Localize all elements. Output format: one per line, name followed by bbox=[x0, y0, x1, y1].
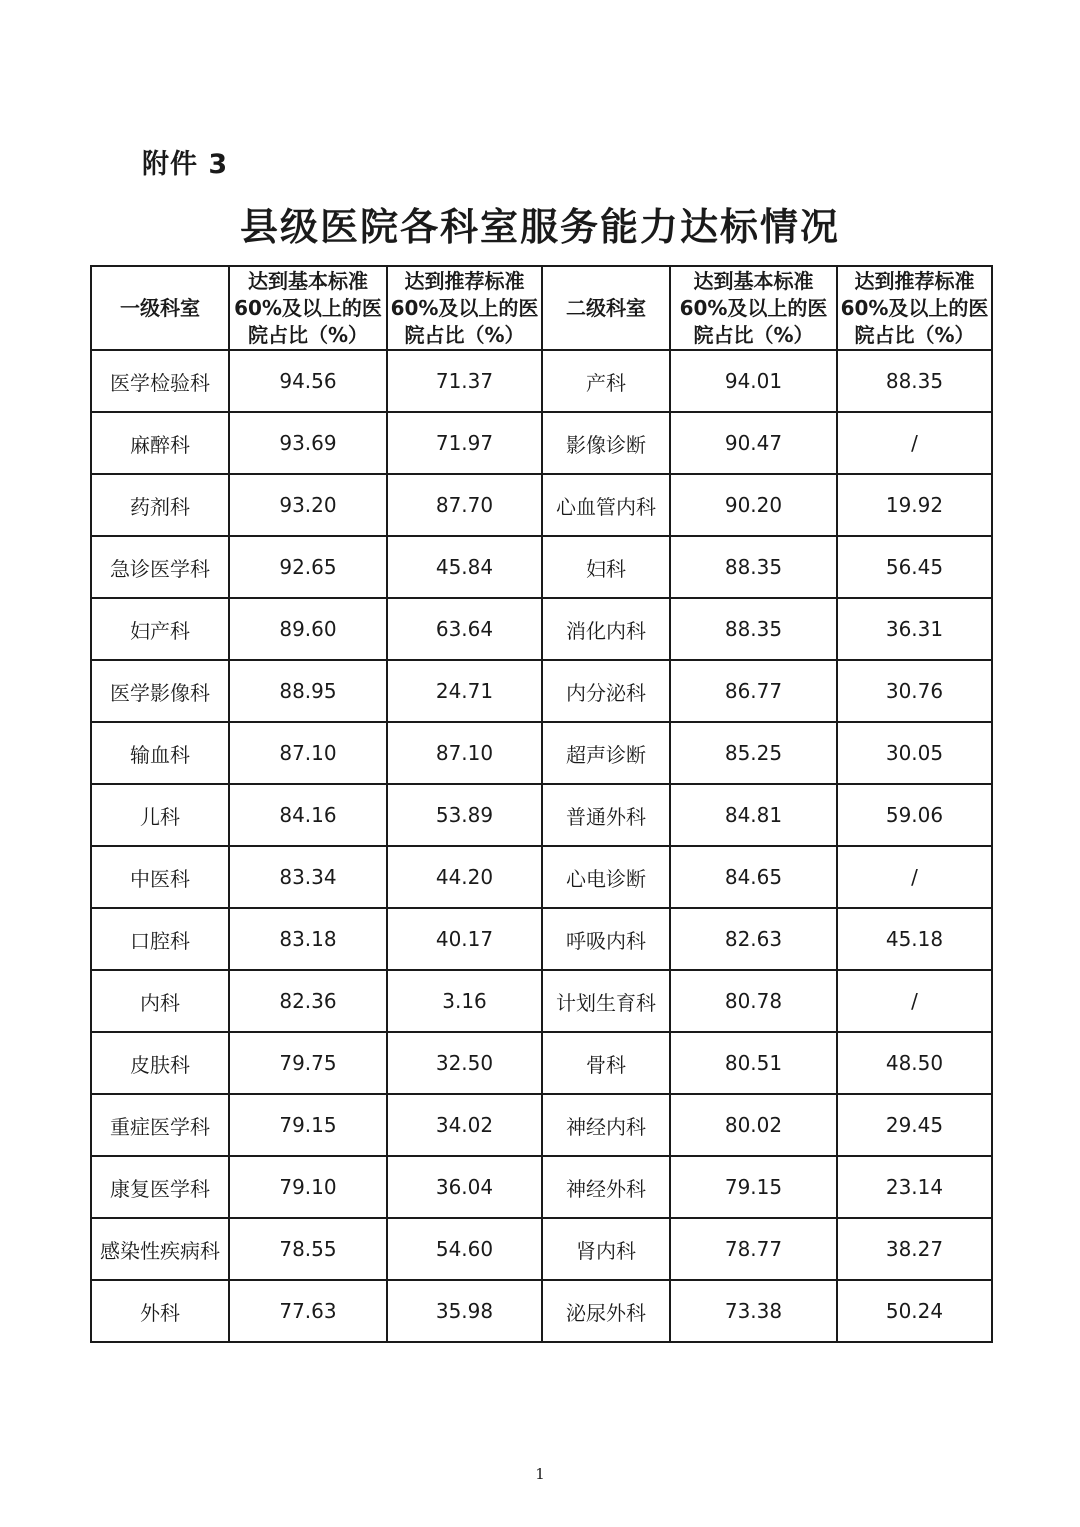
level2-department-cell: 计划生育科 bbox=[542, 970, 670, 1032]
basic-standard-level1-cell: 94.56 bbox=[229, 350, 387, 412]
recommended-standard-level2-cell: 59.06 bbox=[837, 784, 992, 846]
recommended-standard-level2-cell: / bbox=[837, 970, 992, 1032]
basic-standard-level2-cell: 90.47 bbox=[670, 412, 837, 474]
basic-standard-level2-cell: 86.77 bbox=[670, 660, 837, 722]
basic-standard-level2-cell: 84.65 bbox=[670, 846, 837, 908]
header-line: 达到推荐标准 bbox=[404, 268, 525, 293]
level1-department-cell: 药剂科 bbox=[91, 474, 229, 536]
basic-standard-level2-cell: 79.15 bbox=[670, 1156, 837, 1218]
level1-department-cell: 中医科 bbox=[91, 846, 229, 908]
header-level2-department: 二级科室 bbox=[542, 266, 670, 350]
basic-standard-level2-cell: 85.25 bbox=[670, 722, 837, 784]
level1-department-cell: 医学影像科 bbox=[91, 660, 229, 722]
table-row bbox=[91, 1032, 992, 1094]
table-row bbox=[91, 1218, 992, 1280]
page-number: 1 bbox=[535, 1465, 545, 1483]
basic-standard-level1-cell: 79.10 bbox=[229, 1156, 387, 1218]
recommended-standard-level2-cell: 88.35 bbox=[837, 350, 992, 412]
basic-standard-level2-cell: 78.77 bbox=[670, 1218, 837, 1280]
level2-department-cell: 神经外科 bbox=[542, 1156, 670, 1218]
recommended-standard-level1-cell: 40.17 bbox=[387, 908, 542, 970]
recommended-standard-level1-cell: 35.98 bbox=[387, 1280, 542, 1342]
table-row bbox=[91, 784, 992, 846]
recommended-standard-level1-cell: 24.71 bbox=[387, 660, 542, 722]
header-line: 60%及以上的医 bbox=[234, 295, 382, 320]
recommended-standard-level1-cell: 63.64 bbox=[387, 598, 542, 660]
basic-standard-level1-cell: 88.95 bbox=[229, 660, 387, 722]
header-line: 院占比（%） bbox=[693, 322, 814, 347]
level2-department-cell: 普通外科 bbox=[542, 784, 670, 846]
header-line: 院占比（%） bbox=[247, 322, 369, 347]
recommended-standard-level1-cell: 54.60 bbox=[387, 1218, 542, 1280]
header-basic-standard-level1 bbox=[229, 266, 387, 350]
recommended-standard-level1-cell: 36.04 bbox=[387, 1156, 542, 1218]
table-row bbox=[91, 722, 992, 784]
service-capacity-table bbox=[90, 265, 993, 1343]
recommended-standard-level1-cell: 53.89 bbox=[387, 784, 542, 846]
table-row bbox=[91, 1156, 992, 1218]
level2-department-cell: 神经内科 bbox=[542, 1094, 670, 1156]
header-line: 达到基本标准 bbox=[248, 268, 368, 293]
basic-standard-level1-cell: 92.65 bbox=[229, 536, 387, 598]
recommended-standard-level1-cell: 32.50 bbox=[387, 1032, 542, 1094]
header-line: 60%及以上的医 bbox=[840, 295, 989, 320]
recommended-standard-level2-cell: 50.24 bbox=[837, 1280, 992, 1342]
level2-department-cell: 内分泌科 bbox=[542, 660, 670, 722]
basic-standard-level1-cell: 78.55 bbox=[229, 1218, 387, 1280]
level2-department-cell: 妇科 bbox=[542, 536, 670, 598]
recommended-standard-level2-cell: / bbox=[837, 846, 992, 908]
level2-department-cell: 影像诊断 bbox=[542, 412, 670, 474]
table-row bbox=[91, 474, 992, 536]
recommended-standard-level1-cell: 87.70 bbox=[387, 474, 542, 536]
recommended-standard-level2-cell: 30.76 bbox=[837, 660, 992, 722]
basic-standard-level2-cell: 94.01 bbox=[670, 350, 837, 412]
table-body bbox=[91, 350, 992, 1342]
header-line: 达到基本标准 bbox=[693, 268, 814, 293]
basic-standard-level1-cell: 82.36 bbox=[229, 970, 387, 1032]
level2-department-cell: 呼吸内科 bbox=[542, 908, 670, 970]
header-level1-department: 一级科室 bbox=[91, 266, 229, 350]
header-line: 60%及以上的医 bbox=[390, 295, 539, 320]
level2-department-cell: 心电诊断 bbox=[542, 846, 670, 908]
header-line: 达到推荐标准 bbox=[854, 268, 975, 293]
table-row bbox=[91, 412, 992, 474]
recommended-standard-level1-cell: 34.02 bbox=[387, 1094, 542, 1156]
recommended-standard-level1-cell: 44.20 bbox=[387, 846, 542, 908]
basic-standard-level2-cell: 90.20 bbox=[670, 474, 837, 536]
level1-department-cell: 内科 bbox=[91, 970, 229, 1032]
basic-standard-level1-cell: 93.20 bbox=[229, 474, 387, 536]
basic-standard-level1-cell: 93.69 bbox=[229, 412, 387, 474]
recommended-standard-level2-cell: 56.45 bbox=[837, 536, 992, 598]
basic-standard-level1-cell: 83.34 bbox=[229, 846, 387, 908]
basic-standard-level1-cell: 79.15 bbox=[229, 1094, 387, 1156]
recommended-standard-level1-cell: 3.16 bbox=[387, 970, 542, 1032]
basic-standard-level2-cell: 80.78 bbox=[670, 970, 837, 1032]
level2-department-cell: 心血管内科 bbox=[542, 474, 670, 536]
recommended-standard-level2-cell: 19.92 bbox=[837, 474, 992, 536]
table-row bbox=[91, 350, 992, 412]
header-basic-standard-level2 bbox=[670, 266, 837, 350]
level1-department-cell: 康复医学科 bbox=[91, 1156, 229, 1218]
basic-standard-level2-cell: 82.63 bbox=[670, 908, 837, 970]
level1-department-cell: 妇产科 bbox=[91, 598, 229, 660]
level2-department-cell: 肾内科 bbox=[542, 1218, 670, 1280]
basic-standard-level1-cell: 84.16 bbox=[229, 784, 387, 846]
level1-department-cell: 重症医学科 bbox=[91, 1094, 229, 1156]
recommended-standard-level2-cell: 45.18 bbox=[837, 908, 992, 970]
recommended-standard-level2-cell: 29.45 bbox=[837, 1094, 992, 1156]
recommended-standard-level2-cell: / bbox=[837, 412, 992, 474]
basic-standard-level1-cell: 87.10 bbox=[229, 722, 387, 784]
level1-department-cell: 口腔科 bbox=[91, 908, 229, 970]
recommended-standard-level2-cell: 48.50 bbox=[837, 1032, 992, 1094]
level1-department-cell: 外科 bbox=[91, 1280, 229, 1342]
level1-department-cell: 输血科 bbox=[91, 722, 229, 784]
table-row bbox=[91, 908, 992, 970]
recommended-standard-level1-cell: 45.84 bbox=[387, 536, 542, 598]
level1-department-cell: 感染性疾病科 bbox=[91, 1218, 229, 1280]
page-title: 县级医院各科室服务能力达标情况 bbox=[239, 205, 840, 249]
level1-department-cell: 麻醉科 bbox=[91, 412, 229, 474]
table-header-row bbox=[91, 266, 992, 350]
level1-department-cell: 儿科 bbox=[91, 784, 229, 846]
level2-department-cell: 泌尿外科 bbox=[542, 1280, 670, 1342]
recommended-standard-level2-cell: 38.27 bbox=[837, 1218, 992, 1280]
recommended-standard-level2-cell: 30.05 bbox=[837, 722, 992, 784]
level2-department-cell: 超声诊断 bbox=[542, 722, 670, 784]
header-recommended-standard-level2 bbox=[837, 266, 992, 350]
header-line: 院占比（%） bbox=[404, 322, 525, 347]
table-row bbox=[91, 970, 992, 1032]
table-row bbox=[91, 846, 992, 908]
basic-standard-level2-cell: 80.02 bbox=[670, 1094, 837, 1156]
recommended-standard-level1-cell: 71.37 bbox=[387, 350, 542, 412]
table-row bbox=[91, 1280, 992, 1342]
level2-department-cell: 骨科 bbox=[542, 1032, 670, 1094]
level1-department-cell: 医学检验科 bbox=[91, 350, 229, 412]
recommended-standard-level1-cell: 71.97 bbox=[387, 412, 542, 474]
basic-standard-level2-cell: 88.35 bbox=[670, 536, 837, 598]
header-recommended-standard-level1 bbox=[387, 266, 542, 350]
header-line: 60%及以上的医 bbox=[679, 295, 828, 320]
basic-standard-level2-cell: 84.81 bbox=[670, 784, 837, 846]
basic-standard-level1-cell: 83.18 bbox=[229, 908, 387, 970]
table-row bbox=[91, 660, 992, 722]
level1-department-cell: 皮肤科 bbox=[91, 1032, 229, 1094]
basic-standard-level1-cell: 89.60 bbox=[229, 598, 387, 660]
table-row bbox=[91, 598, 992, 660]
recommended-standard-level2-cell: 23.14 bbox=[837, 1156, 992, 1218]
recommended-standard-level2-cell: 36.31 bbox=[837, 598, 992, 660]
level2-department-cell: 消化内科 bbox=[542, 598, 670, 660]
basic-standard-level1-cell: 79.75 bbox=[229, 1032, 387, 1094]
basic-standard-level2-cell: 73.38 bbox=[670, 1280, 837, 1342]
header-line: 院占比（%） bbox=[854, 322, 975, 347]
level2-department-cell: 产科 bbox=[542, 350, 670, 412]
basic-standard-level2-cell: 88.35 bbox=[670, 598, 837, 660]
table-row bbox=[91, 536, 992, 598]
level1-department-cell: 急诊医学科 bbox=[91, 536, 229, 598]
recommended-standard-level1-cell: 87.10 bbox=[387, 722, 542, 784]
basic-standard-level1-cell: 77.63 bbox=[229, 1280, 387, 1342]
attachment-label: 附件 3 bbox=[142, 149, 229, 180]
basic-standard-level2-cell: 80.51 bbox=[670, 1032, 837, 1094]
table-row bbox=[91, 1094, 992, 1156]
